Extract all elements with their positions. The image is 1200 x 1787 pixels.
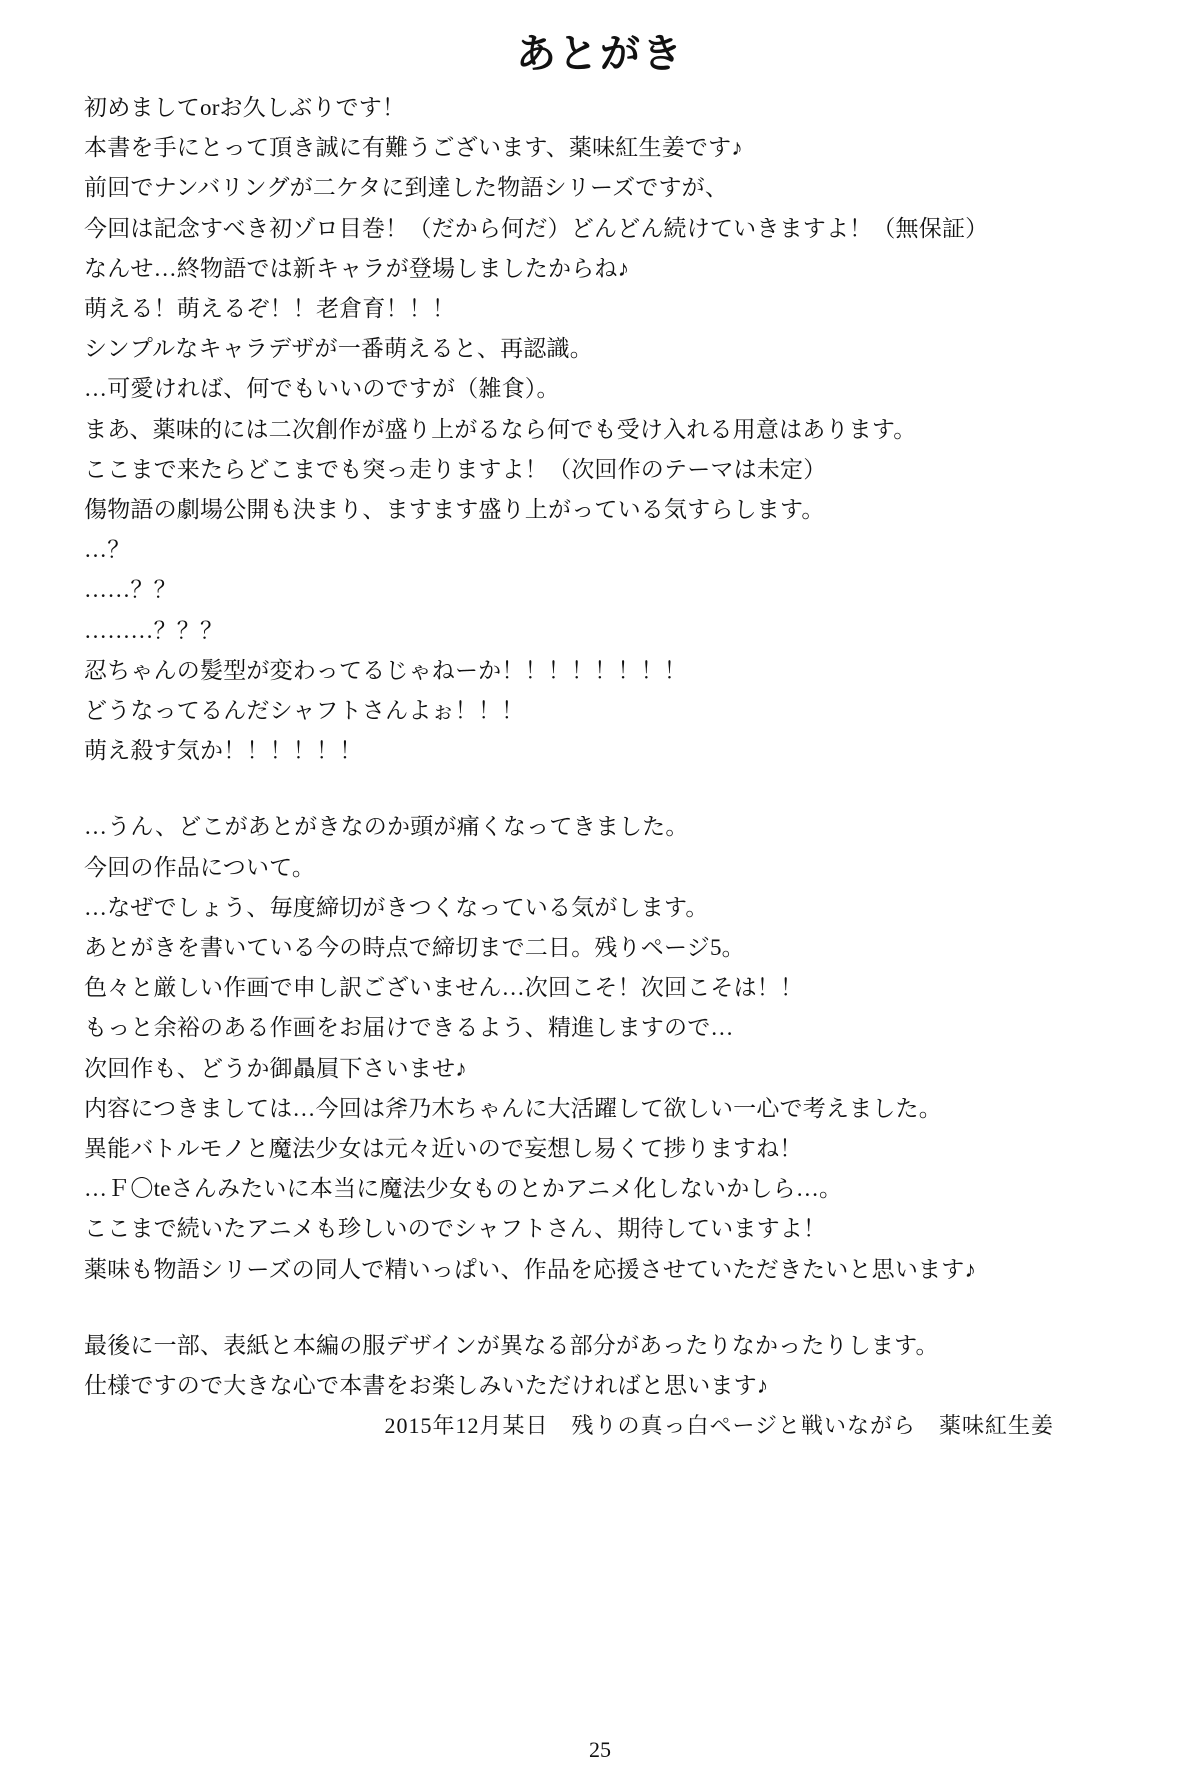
- paragraph-1: [84, 88, 1114, 771]
- text-line: あとがきを書いている今の時点で締切まで二日。残りページ5。: [84, 935, 745, 961]
- text-line: シンプルなキャラデザが一番萌えると、再認識。: [84, 336, 593, 362]
- text-line: どうなってるんだシャフトさんよぉ！！！: [84, 698, 525, 724]
- text-line: 仕様ですので大きな心で本書をお楽しみいただければと思います♪: [84, 1373, 769, 1399]
- text-line: なんせ…終物語では新キャラが登場しましたからね♪: [84, 255, 630, 281]
- text-line: 次回作も、どうか御贔屓下さいませ♪: [84, 1055, 467, 1081]
- text-line: 萌える！萌えるぞ！！老倉育！！！: [84, 296, 456, 322]
- text-line: …なぜでしょう、毎度締切がきつくなっている気がします。: [84, 894, 709, 920]
- author-signature: 2015年12月某日 残りの真っ白ページと戦いながら 薬味紅生姜: [384, 1413, 1054, 1439]
- text-line: 萌え殺す気か！！！！！！: [84, 738, 363, 764]
- text-line: 傷物語の劇場公開も決まり、ますます盛り上がっている気すらします。: [84, 497, 825, 523]
- text-line: 忍ちゃんの髪型が変わってるじゃねーか！！！！！！！！: [84, 657, 687, 683]
- text-line: ………？？？: [84, 617, 224, 643]
- paragraph-2: [84, 807, 1114, 1289]
- text-line: 初めましてorお久しぶりです！: [84, 95, 406, 120]
- afterword-body: [84, 88, 1114, 1446]
- paragraph-spacer: [84, 771, 1114, 807]
- text-line: 本書を手にとって頂き誠に有難うございます、薬味紅生姜です♪: [84, 135, 743, 161]
- text-line: …うん、どこがあとがきなのか頭が痛くなってきました。: [84, 814, 689, 840]
- text-line: ここまで来たらどこまでも突っ走りますよ！（次回作のテーマは未定）: [84, 456, 827, 482]
- text-line: …可愛ければ、何でもいいのですが（雑食）。: [84, 376, 560, 402]
- text-line: ……？？: [84, 577, 177, 603]
- text-line: ここまで続いたアニメも珍しいのでシャフトさん、期待していますよ！: [84, 1216, 827, 1242]
- text-line: 色々と厳しい作画で申し訳ございません…次回こそ！次回こそは！！: [84, 975, 804, 1001]
- paragraph-3: [84, 1326, 1114, 1406]
- text-line: もっと余裕のある作画をお届けできるよう、精進しますので…: [84, 1015, 734, 1041]
- text-line: 前回でナンバリングが二ケタに到達した物語シリーズですが、: [84, 175, 729, 201]
- text-line: 薬味も物語シリーズの同人で精いっぱい、作品を応援させていただきたいと思います♪: [84, 1256, 977, 1282]
- text-line: …Ｆ〇teさんみたいに本当に魔法少女ものとかアニメ化しないかしら…。: [84, 1176, 843, 1202]
- text-line: 今回の作品について。: [84, 854, 316, 880]
- page-number: 25: [589, 1737, 611, 1762]
- text-line: …？: [84, 537, 131, 563]
- text-line: まあ、薬味的には二次創作が盛り上がるなら何でも受け入れる用意はあります。: [84, 416, 917, 442]
- page-title: あとがき: [516, 31, 684, 76]
- text-line: 最後に一部、表紙と本編の服デザインが異なる部分があったりなかったりします。: [84, 1332, 939, 1358]
- text-line: 異能バトルモノと魔法少女は元々近いので妄想し易くて捗りますね！: [84, 1136, 803, 1162]
- text-line: 今回は記念すべき初ゾロ目巻！（だから何だ）どんどん続けていきますよ！（無保証）: [84, 215, 989, 241]
- paragraph-spacer: [84, 1290, 1114, 1326]
- text-line: 内容につきましては…今回は斧乃木ちゃんに大活躍して欲しい一心で考えました。: [84, 1095, 942, 1121]
